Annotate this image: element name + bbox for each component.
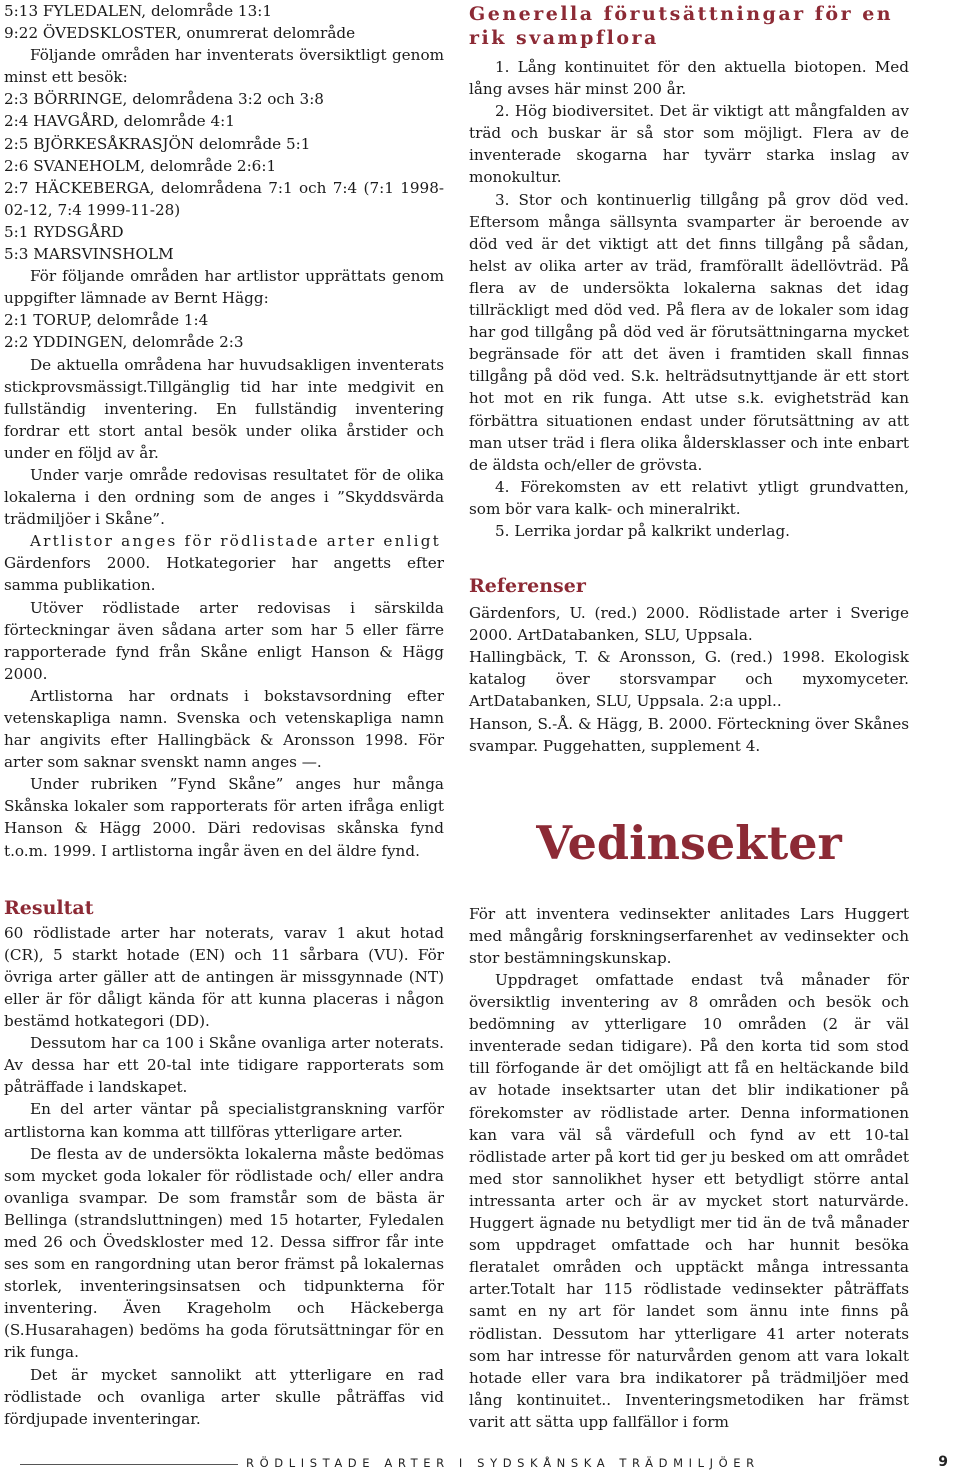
redlist-source-paragraph: Gärdenfors 2000. Hotkategorier har angetts efter samma publikation. — [4, 554, 444, 595]
finds-paragraph: Under rubriken ”Fynd Skåne” anges hur många Skånska lokaler som rapporterats för arten ifråga enligt Hanson & Hägg 2000. Däri redovisas skånska fynd t.o.m. 1999. I artlistorna ingår även en del äldre fynd. — [4, 775, 444, 860]
area-list-item: 2:5 BJÖRKESÅKRASJÖN delområde 5:1 — [4, 134, 311, 153]
extra-species-paragraph: Utöver rödlistade arter redovisas i särskilda förteckningar även sådana arter som har 5 eller färre rapporterade fynd från Skåne enligt Hanson & Hägg 2000. — [4, 598, 444, 683]
right-column — [469, 0, 909, 1433]
running-title: RÖDLISTADE ARTER I SYDSKÅNSKA TRÄDMILJÖER — [246, 1456, 760, 1470]
area-list-item: 5:3 MARSVINSHOLM — [4, 245, 174, 264]
heading-general-conditions: Generella förutsättningar för en rik svampflora — [469, 3, 894, 49]
condition-item: 3. Stor och kontinuerlig tillgång på grov död ved. Eftersom många sällsynta svamparter är beroende av död ved är det viktigt att det finns tillgång på sådan, helst av olika arter av träd, framförallt ädellövträd. På flera av de undersökta lokalerna saknas det idag tillräckligt med död ved. På flera av de lokaler som idag har god tillgång på död ved är förutsättningarna mycket begränsade för att det även i framtiden skall finnas tillgång på död ved. S.k. helträdsutnyttjande är ett stort hot mot en rik funga. Att utse s.k. evighetsträd kan förbättra situationen endast under förutsättning av att man utser träd i flera olika åldersklasser och inte enbart de äldsta och/eller de grövsta. — [469, 190, 909, 474]
reference-item: Hanson, S.-Å. & Hägg, B. 2000. Förteckning över Skånes svampar. Puggehatten, supplement 4. — [469, 714, 909, 755]
area-line: 5:13 FYLEDALEN, delområde 13:1 — [4, 2, 273, 20]
artlist-list-item: 2:1 TORUP, delområde 1:4 — [4, 311, 209, 330]
heading-resultat: Resultat — [4, 896, 94, 919]
area-list-item: 2:6 SVANEHOLM, delområde 2:6:1 — [4, 156, 277, 175]
footer-rule — [20, 1464, 238, 1465]
area-line: 9:22 ÖVEDSKLOSTER, onumrerat delområde — [4, 24, 356, 43]
condition-item: 1. Lång kontinuitet för den aktuella biotopen. Med lång avses här minst 200 år. — [469, 58, 909, 99]
result-paragraph: 60 rödlistade arter har noterats, varav 1 akut hotad (CR), 5 starkt hotade (EN) och 11 sårbara (VU). För övriga arter gäller att de antingen är missgynnade (NT) eller är för dåligt kända för att kunna placeras i någon bestämd hotkategori (DD). — [4, 923, 444, 1031]
area-list-item: 5:1 RYDSGÅRD — [4, 222, 124, 241]
result-paragraph: De flesta av de undersökta lokalerna måste bedömas som mycket goda lokaler för rödlistade och/ eller andra ovanliga svampar. De som framstår som de bästa är Bellinga (strandsluttningen) med 15 hotarter, Fyledalen med 26 och Övedskloster med 12. Dessa siffror får inte ses som en rangordning utan beror främst på lokalernas storlek, inventeringsinsatsen och tidpunkterna för inventering. Även Krageholm och Häckeberga (S.Husarahagen) bedöms ha goda förutsättningar för en rik funga. — [4, 1144, 444, 1362]
redlist-source-line: Artlistor anges för rödlistade arter enligt — [30, 532, 441, 551]
method-paragraph: De aktuella områdena har huvudsakligen inventerats stickprovsmässigt.Tillgänglig tid har inte medgivit en fullständig inventering. En fullständig inventering fordrar ett stort antal besök under olika årstider och under en följd av år. — [4, 355, 444, 462]
result-paragraph: En del arter väntar på specialistgranskning varför artlistorna kan komma att tillföras ytterligare arter. — [4, 1100, 444, 1141]
left-column — [4, 0, 444, 1430]
ordering-paragraph: Artlistorna har ordnats i bokstavsordning efter vetenskapliga namn. Svenska och vetenskapliga namn har angivits efter Hallingbäck & Aronsson 1998. För arter som saknar svenskt namn anges —. — [4, 686, 444, 772]
artlist-list-item: 2:2 YDDINGEN, delområde 2:3 — [4, 333, 244, 352]
condition-item: 5. Lerrika jordar på kalkrikt underlag. — [495, 521, 790, 540]
area-list-item: 2:7 HÄCKEBERGA, delområdena 7:1 och 7:4 (7:1 1998-02-12, 7:4 1999-11-28) — [4, 178, 444, 219]
heading-vedinsekter: Vedinsekter — [536, 815, 842, 870]
area-list-item: 2:4 HAVGÅRD, delområde 4:1 — [4, 112, 235, 131]
vedinsekter-paragraph: För att inventera vedinsekter anlitades Lars Huggert med mångårig forskningserfarenhet av vedinsekter och stor bestämningskunskap. — [469, 904, 909, 967]
reference-item: Hallingbäck, T. & Aronsson, G. (red.) 1998. Ekologisk katalog över storsvampar och myxomyceter. ArtDatabanken, SLU, Uppsala. 2:a uppl.. — [469, 648, 909, 711]
result-paragraph: Det är mycket sannolikt att ytterligare en rad rödlistade och ovanliga arter skulle påträffas vid fördjupade inventeringar. — [4, 1365, 444, 1428]
condition-item: 2. Hög biodiversitet. Det är viktigt att mångfalden av träd och buskar är så stor som möjligt. Flera av de inventerade skogarna har tyvärr starka inslag av monokultur. — [469, 102, 909, 187]
page-number: 9 — [938, 1454, 948, 1470]
artlist-intro-paragraph: För följande områden har artlistor upprättats genom uppgifter lämnade av Bernt Hägg: — [4, 267, 444, 308]
overview-intro-paragraph: Följande områden har inventerats översiktligt genom minst ett besök: — [4, 46, 444, 87]
vedinsekter-paragraph: Uppdraget omfattade endast två månader för översiktlig inventering av 8 områden och besök och bedömning av ytterligare 10 områden (2 är väl inventerade sedan tidigare). På den korta tid som stod till förfogande är det omöjligt att få en heltäckande bild av hotade insektsarter utan det blir indikationer på förekomster av rödlistade arter. Denna informationen kan vara väl så värdefull och fynd av ett 10-tal rödlistade arter på kort tid ger ju besked om att området med stor sannolikhet hyser ett betydligt större antal intressanta arter och är av mycket stort naturvärde. Huggert ägnade nu betydligt mer tid än de två månader som uppdraget omfattade och har hunnit besöka fleratalet områden och upptäckt många intressanta arter.Totalt har 115 rödlistade vedinsekter påträffats samt en ny art för landet som ännu inte finns på rödlistan. Dessutom har ytterligare 41 arter noterats som har intresse för naturvården genom att vara lokalt hotade eller vara bra indikatorer på trädmiljöer med lång kontinuitet.. Inventeringsmetodiken har främst varit att sätta upp fallfällor i form — [469, 971, 909, 1431]
result-paragraph: Dessutom har ca 100 i Skåne ovanliga arter noterats. Av dessa har ett 20-tal inte tidigare rapporterats som påträffade i landskapet. — [4, 1034, 444, 1097]
heading-referenser: Referenser — [469, 575, 586, 598]
reference-item: Gärdenfors, U. (red.) 2000. Rödlistade arter i Sverige 2000. ArtDatabanken, SLU, Uppsala. — [469, 604, 909, 645]
condition-item: 4. Förekomsten av ett relativt ytligt grundvatten, som bör vara kalk- och mineralrikt. — [469, 477, 909, 518]
page-footer — [0, 1456, 960, 1475]
order-paragraph: Under varje område redovisas resultatet för de olika lokalerna i den ordning som de anges i ”Skyddsvärda trädmiljöer i Skåne”. — [4, 465, 444, 529]
area-list-item: 2:3 BÖRRINGE, delområdena 3:2 och 3:8 — [4, 90, 324, 109]
